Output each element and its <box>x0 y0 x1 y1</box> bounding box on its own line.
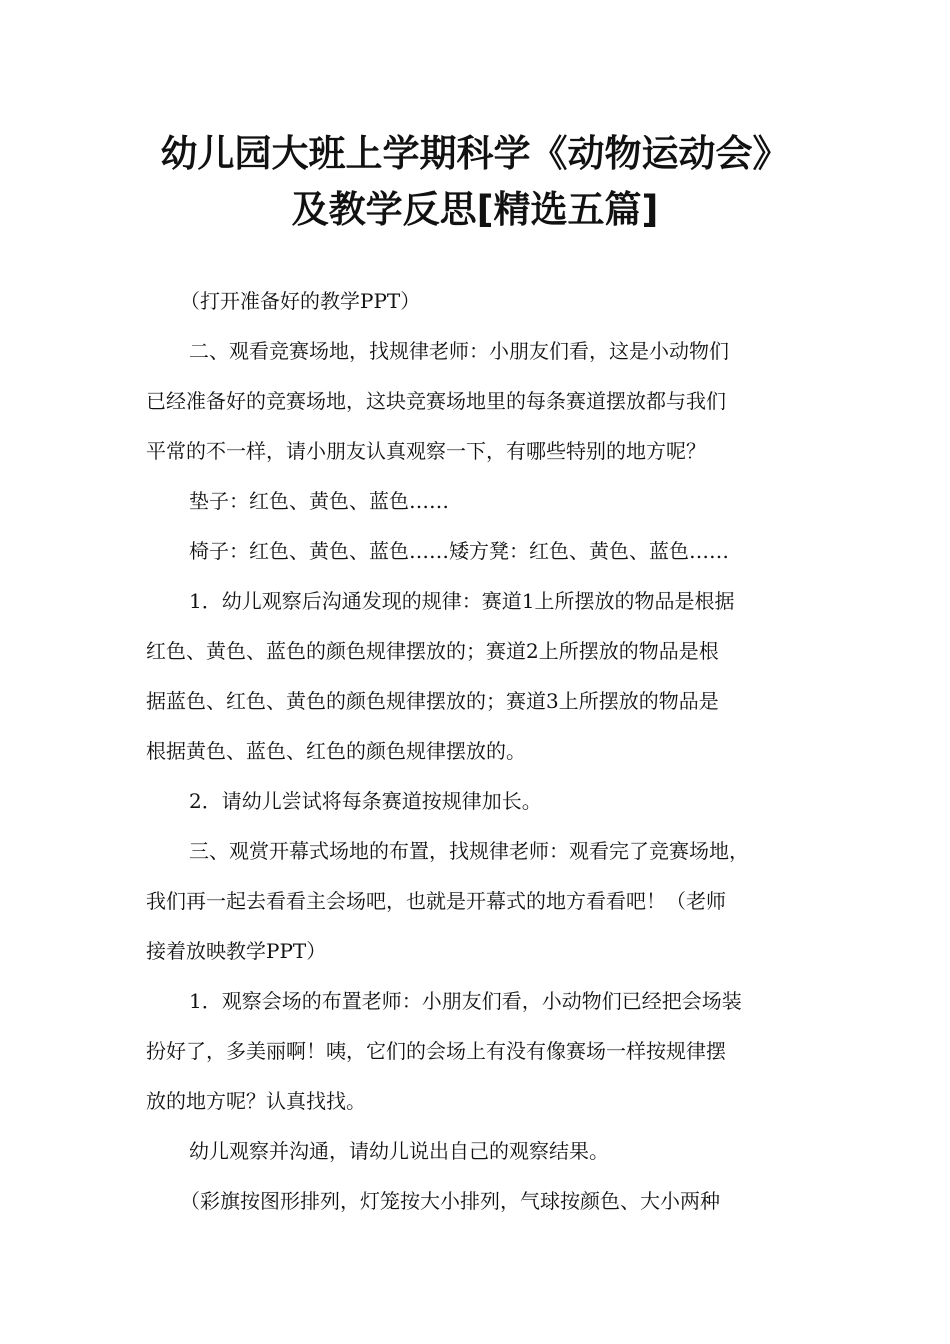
paragraph-line: 垫子：红色、黄色、蓝色…… <box>189 489 449 513</box>
paragraph-line: 1．幼儿观察后沟通发现的规律：赛道1上所摆放的物品是根据 <box>189 589 735 613</box>
paragraph-line: 放的地方呢？认真找找。 <box>146 1089 366 1113</box>
paragraph-line: （彩旗按图形排列，灯笼按大小排列，气球按颜色、大小两种 <box>180 1189 720 1213</box>
paragraph-line: 平常的不一样，请小朋友认真观察一下，有哪些特别的地方呢？ <box>146 439 706 463</box>
paragraph-line: 我们再一起去看看主会场吧，也就是开幕式的地方看看吧！（老师 <box>146 889 726 913</box>
paragraph-line: 三、观赏开幕式场地的布置，找规律老师：观看完了竞赛场地， <box>189 839 749 863</box>
paragraph-line: 已经准备好的竞赛场地，这块竞赛场地里的每条赛道摆放都与我们 <box>146 389 726 413</box>
paragraph-line: 2．请幼儿尝试将每条赛道按规律加长。 <box>189 789 542 813</box>
paragraph-line: 二、观看竞赛场地，找规律老师：小朋友们看，这是小动物们 <box>189 339 729 363</box>
paragraph-line: 幼儿观察并沟通，请幼儿说出自己的观察结果。 <box>189 1139 609 1163</box>
paragraph-line: 红色、黄色、蓝色的颜色规律摆放的；赛道2上所摆放的物品是根 <box>146 639 719 663</box>
paragraph-line: 据蓝色、红色、黄色的颜色规律摆放的；赛道3上所摆放的物品是 <box>146 689 719 713</box>
document-title-line-1: 幼儿园大班上学期科学《动物运动会》 <box>160 132 790 175</box>
paragraph-line: 1．观察会场的布置老师：小朋友们看，小动物们已经把会场装 <box>189 989 742 1013</box>
paragraph-line: 扮好了，多美丽啊！咦，它们的会场上有没有像赛场一样按规律摆 <box>146 1039 726 1063</box>
paragraph-line: 接着放映教学PPT） <box>146 939 327 963</box>
document-title-line-2: 及教学反思[精选五篇] <box>291 188 659 231</box>
paragraph-line: 根据黄色、蓝色、红色的颜色规律摆放的。 <box>146 739 526 763</box>
paragraph-line: 椅子：红色、黄色、蓝色……矮方凳：红色、黄色、蓝色…… <box>189 539 729 563</box>
paragraph-line: （打开准备好的教学PPT） <box>180 289 421 313</box>
